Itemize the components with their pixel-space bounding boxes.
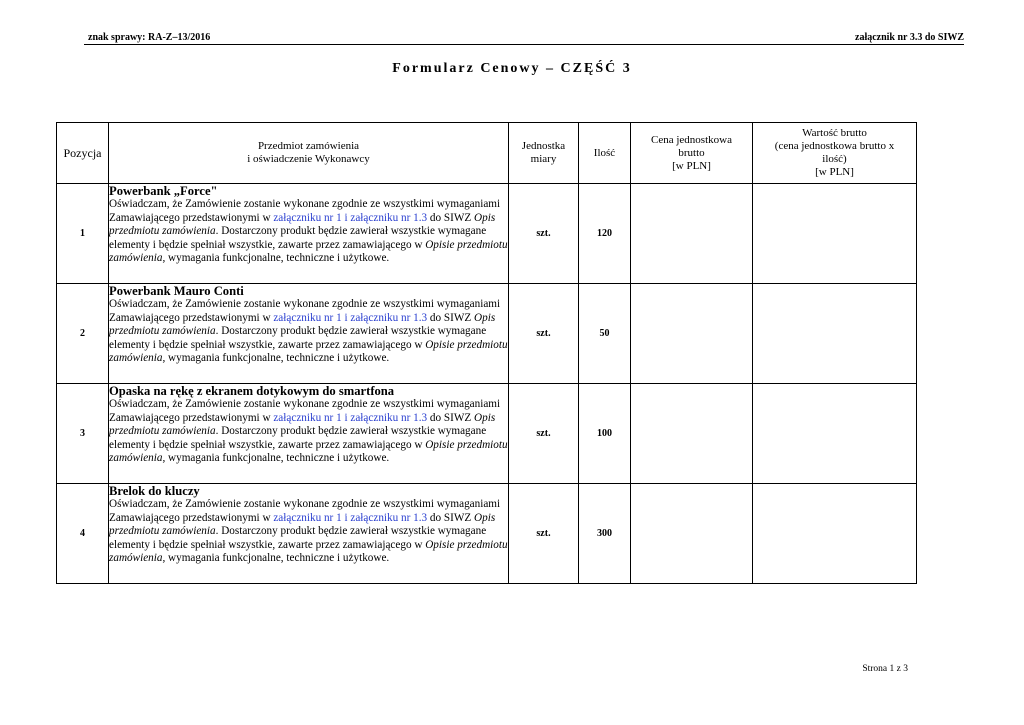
header-wartosc-line2: (cena jednostkowa brutto x [774,140,895,152]
declaration-text: do SIWZ [427,411,475,424]
row-pozycja: 3 [57,384,109,484]
declaration-text: do SIWZ [427,211,475,224]
row-quantity: 50 [579,284,631,384]
row-description [109,484,509,584]
header-wartosc [753,123,917,184]
row-unit-price-cell[interactable] [631,184,753,284]
header-wartosc-line4: [w PLN] [815,166,854,178]
declaration-text: Oświadczam, że Zamówienie zostanie wykonane zgodnie ze wszystkimi wymaganiami Zamawiającego przedstawionymi w [109,498,501,524]
row-total-value-cell[interactable] [753,384,917,484]
header-przedmiot-line1: Przedmiot zamówienia [257,140,360,152]
row-pozycja: 4 [57,484,109,584]
opis-reference: Opis przedmiotu zamówienia [109,211,496,238]
attachment-link[interactable]: załączniku nr 1 i załączniku nr 1.3 [273,411,428,424]
page-header [84,32,964,45]
row-unit: szt. [509,184,579,284]
header-cena-line3: [w PLN] [672,159,711,172]
header-cena [631,123,753,184]
header-cena-line1: Cena jednostkowa [651,133,732,146]
row-unit: szt. [509,484,579,584]
declaration-text: Oświadczam, że Zamówienie zostanie wykonane zgodnie ze wszystkimi wymaganiami Zamawiającego przedstawionymi w [109,198,501,224]
attachment-number: załącznik nr 3.3 do SIWZ [855,32,964,43]
row-unit-price-cell[interactable] [631,284,753,384]
declaration-text: do SIWZ [427,311,475,324]
declaration-text: wymagania funkcjonalne, techniczne i użytkowe. [165,252,390,265]
header-wartosc-line1: Wartość brutto [802,127,867,139]
item-name: Brelok do kluczy [109,484,200,498]
table-header-row [57,123,917,184]
item-name: Powerbank „Force" [109,184,218,198]
price-form-table [56,122,917,584]
declaration-text: do SIWZ [427,511,475,524]
row-unit: szt. [509,384,579,484]
opis-reference: Opis przedmiotu zamówienia [109,411,496,438]
declaration-text: wymagania funkcjonalne, techniczne i użytkowe. [165,452,390,465]
header-cena-line2: brutto [678,146,705,159]
item-name: Powerbank Mauro Conti [109,284,244,298]
item-name: Opaska na rękę z ekranem dotykowym do smartfona [109,384,395,398]
page-title: Formularz Cenowy – CZĘŚĆ 3 [392,61,632,76]
row-description [109,284,509,384]
header-jednostka-line1: Jednostka [521,140,566,152]
header-jednostka-line2: miary [530,153,557,165]
row-quantity: 120 [579,184,631,284]
attachment-link[interactable]: załączniku nr 1 i załączniku nr 1.3 [273,311,428,324]
header-pozycja: Pozycja [57,123,109,184]
table-row [57,384,917,484]
row-total-value-cell[interactable] [753,184,917,284]
attachment-link[interactable]: załączniku nr 1 i załączniku nr 1.3 [273,211,428,224]
declaration-text: Oświadczam, że Zamówienie zostanie wykonane zgodnie ze wszystkimi wymaganiami Zamawiającego przedstawionymi w [109,298,501,324]
declaration-text: . Dostarczony produkt będzie zawierał wszystkie wymagane elementy i będzie spełniał wszystkie, zawarte przez zamawiającego w [109,525,487,551]
row-description [109,184,509,284]
header-przedmiot [109,123,509,184]
header-wartosc-line3: ilość) [822,153,847,165]
row-quantity: 300 [579,484,631,584]
opis-reference: Opisie przedmiotu zamówienia, [109,238,508,265]
opis-reference: Opisie przedmiotu zamówienia, [109,338,508,365]
opis-reference: Opis przedmiotu zamówienia [109,511,496,538]
opis-reference: Opis przedmiotu zamówienia [109,311,496,338]
row-unit-price-cell[interactable] [631,384,753,484]
declaration-text: wymagania funkcjonalne, techniczne i użytkowe. [165,352,390,365]
row-unit-price-cell[interactable] [631,484,753,584]
header-jednostka [509,123,579,184]
page-number: Strona 1 z 3 [862,664,908,674]
table-row [57,184,917,284]
row-description [109,384,509,484]
row-quantity: 100 [579,384,631,484]
row-pozycja: 2 [57,284,109,384]
table-row [57,484,917,584]
declaration-text: . Dostarczony produkt będzie zawierał wszystkie wymagane elementy i będzie spełniał wszystkie, zawarte przez zamawiającego w [109,425,487,451]
row-unit: szt. [509,284,579,384]
header-przedmiot-line2: i oświadczenie Wykonawcy [247,153,370,165]
declaration-text: Oświadczam, że Zamówienie zostanie wykonane zgodnie ze wszystkimi wymaganiami Zamawiającego przedstawionymi w [109,398,501,424]
opis-reference: Opisie przedmiotu zamówienia, [109,438,508,465]
attachment-link[interactable]: załączniku nr 1 i załączniku nr 1.3 [273,511,428,524]
header-ilosc: Ilość [579,123,631,184]
declaration-text: . Dostarczony produkt będzie zawierał wszystkie wymagane elementy i będzie spełniał wszystkie, zawarte przez zamawiającego w [109,325,487,351]
row-total-value-cell[interactable] [753,284,917,384]
declaration-text: wymagania funkcjonalne, techniczne i użytkowe. [165,552,390,565]
case-number: znak sprawy: RA-Z–13/2016 [88,32,211,43]
row-pozycja: 1 [57,184,109,284]
row-total-value-cell[interactable] [753,484,917,584]
declaration-text: . Dostarczony produkt będzie zawierał wszystkie wymagane elementy i będzie spełniał wszystkie, zawarte przez zamawiającego w [109,225,487,251]
opis-reference: Opisie przedmiotu zamówienia, [109,538,508,565]
table-row [57,284,917,384]
